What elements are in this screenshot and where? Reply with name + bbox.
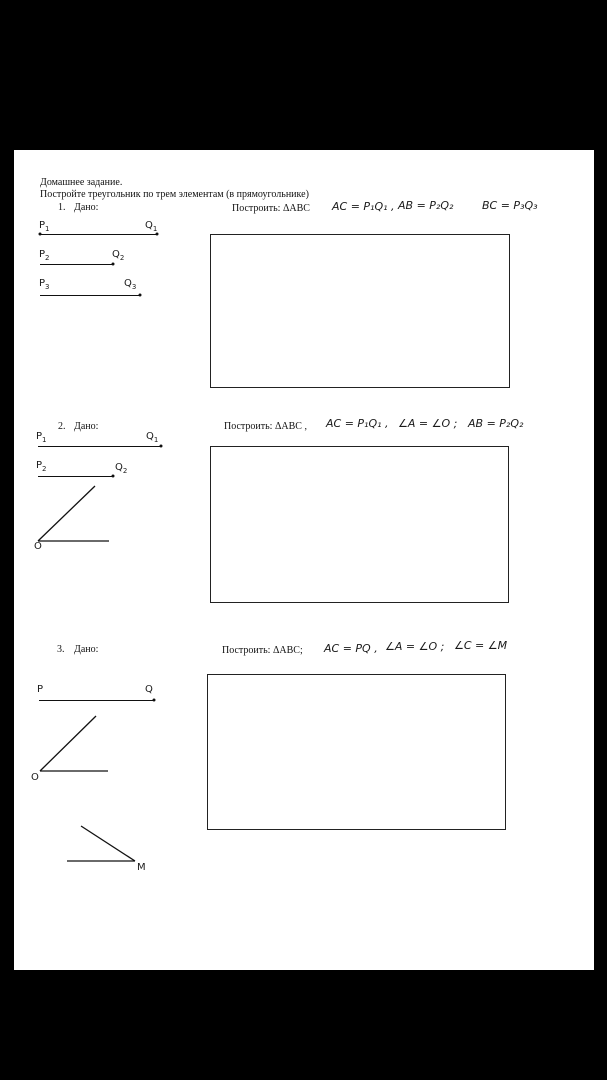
task1-seg1-end-label: $Q_1$ <box>145 220 158 233</box>
task1-seg3-end-label: $Q_3$ <box>124 278 137 291</box>
angle-drawings <box>14 150 594 970</box>
task2-seg1-start-label: $P_1$ <box>36 431 47 444</box>
task1-seg2-start-label: $P_2$ <box>39 249 50 262</box>
task2-seg2-end-label: $Q_2$ <box>115 462 128 475</box>
task3-angle-o-label: O <box>31 772 39 783</box>
task3-seg-start-label: P <box>37 684 44 695</box>
task2-number: 2. <box>58 421 66 432</box>
task2-given-label: Дано: <box>74 421 99 432</box>
task1-q3-dot <box>139 294 142 297</box>
task2-angle-o-side-ray <box>38 486 95 541</box>
task2-q2-dot <box>112 475 115 478</box>
task2-condition-ac: AC = P₁Q₁ , <box>326 417 389 430</box>
task1-seg2-end-label: $Q_2$ <box>112 249 125 262</box>
header-instruction: Постройте треугольник по трем элементам (в прямоугольнике) <box>40 189 309 200</box>
task1-seg1-start-label: $P_1$ <box>39 220 50 233</box>
task1-q1-dot <box>156 233 159 236</box>
task1-seg3-start-label: $P_3$ <box>39 278 50 291</box>
task2-condition-ab: AB = P₂Q₂ <box>468 417 524 430</box>
task3-condition-ac: AC = PQ , <box>324 642 378 655</box>
task3-given-label: Дано: <box>74 644 99 655</box>
task1-q2-dot <box>112 263 115 266</box>
task3-condition-angle-c: ∠C = ∠M <box>454 639 508 652</box>
task3-number: 3. <box>57 644 65 655</box>
task1-condition-bc: BC = P₃Q₃ <box>482 199 538 212</box>
task1-construct-label: Построить: ΔABC <box>232 203 310 214</box>
task3-angle-o-side-ray <box>40 716 96 771</box>
task2-construct-label: Построить: ΔABC , <box>224 421 307 432</box>
task2-seg2-start-label: $P_2$ <box>36 460 47 473</box>
task2-condition-angle: ∠A = ∠O ; <box>398 417 458 430</box>
task3-condition-angle-a: ∠A = ∠O ; <box>385 640 445 653</box>
task1-given-label: Дано: <box>74 202 99 213</box>
task2-q1-dot <box>160 445 163 448</box>
task3-seg-end-label: Q <box>145 684 153 695</box>
header-title: Домашнее задание. <box>40 177 123 188</box>
task2-angle-vertex-label: O <box>34 541 42 552</box>
task1-number: 1. <box>58 202 66 213</box>
task2-seg1-end-label: $Q_1$ <box>146 431 159 444</box>
task1-condition-ab: AB = P₂Q₂ <box>398 199 454 212</box>
task1-p1-dot <box>39 233 42 236</box>
homework-sheet <box>14 150 594 970</box>
task3-q-dot <box>153 699 156 702</box>
task3-construct-label: Построить: ΔABC; <box>222 645 303 656</box>
task1-condition-ac: AC = P₁Q₁ , <box>332 200 395 213</box>
task3-angle-m-label: M <box>137 862 146 873</box>
task3-angle-m-side-ray <box>81 826 135 861</box>
